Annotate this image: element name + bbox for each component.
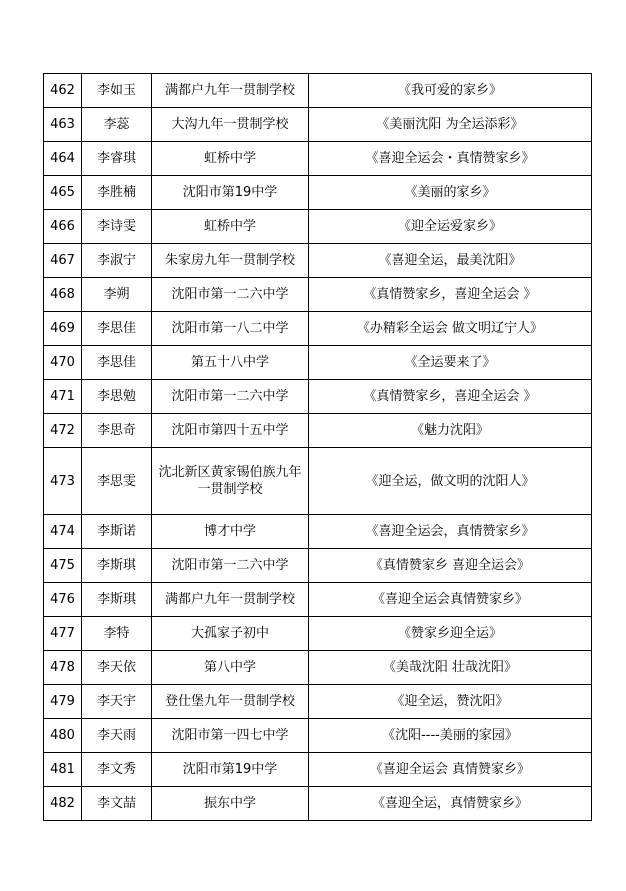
work-title: 《喜迎全运，真情赞家乡》 xyxy=(309,787,592,821)
work-title: 《喜迎全运会・真情赞家乡》 xyxy=(309,142,592,176)
entry-number: 477 xyxy=(44,617,82,651)
entry-number: 471 xyxy=(44,380,82,414)
table-row xyxy=(44,74,592,108)
entry-number: 464 xyxy=(44,142,82,176)
school-name: 满都户九年一贯制学校 xyxy=(152,583,309,617)
work-title: 《喜迎全运会 真情赞家乡》 xyxy=(309,753,592,787)
school-name: 大沟九年一贯制学校 xyxy=(152,108,309,142)
table-row xyxy=(44,210,592,244)
student-name: 李天雨 xyxy=(82,719,152,753)
school-name: 登仕堡九年一贯制学校 xyxy=(152,685,309,719)
school-name: 沈阳市第一四七中学 xyxy=(152,719,309,753)
table-row xyxy=(44,753,592,787)
entry-number: 482 xyxy=(44,787,82,821)
student-name: 李文喆 xyxy=(82,787,152,821)
school-name: 虹桥中学 xyxy=(152,210,309,244)
entry-number: 470 xyxy=(44,346,82,380)
entry-number: 474 xyxy=(44,515,82,549)
entry-number: 480 xyxy=(44,719,82,753)
student-name: 李天宇 xyxy=(82,685,152,719)
school-name: 振东中学 xyxy=(152,787,309,821)
entry-number: 479 xyxy=(44,685,82,719)
work-title: 《迎全运，赞沈阳》 xyxy=(309,685,592,719)
table-row xyxy=(44,414,592,448)
work-title: 《办精彩全运会 做文明辽宁人》 xyxy=(309,312,592,346)
table-row xyxy=(44,244,592,278)
entry-number: 473 xyxy=(44,448,82,515)
student-name: 李蕊 xyxy=(82,108,152,142)
student-name: 李朔 xyxy=(82,278,152,312)
school-name: 沈阳市第四十五中学 xyxy=(152,414,309,448)
work-title: 《美丽沈阳 为全运添彩》 xyxy=(309,108,592,142)
school-name: 满都户九年一贯制学校 xyxy=(152,74,309,108)
work-title: 《我可爱的家乡》 xyxy=(309,74,592,108)
entry-number: 481 xyxy=(44,753,82,787)
school-name: 第五十八中学 xyxy=(152,346,309,380)
work-title: 《喜迎全运会，真情赞家乡》 xyxy=(309,515,592,549)
school-name: 朱家房九年一贯制学校 xyxy=(152,244,309,278)
entry-number: 468 xyxy=(44,278,82,312)
entry-number: 467 xyxy=(44,244,82,278)
student-name: 李斯琪 xyxy=(82,583,152,617)
entry-number: 476 xyxy=(44,583,82,617)
student-name: 李文秀 xyxy=(82,753,152,787)
student-name: 李思勉 xyxy=(82,380,152,414)
entry-number: 466 xyxy=(44,210,82,244)
entry-number: 463 xyxy=(44,108,82,142)
student-name: 李思雯 xyxy=(82,448,152,515)
entry-table xyxy=(43,73,592,821)
table-row xyxy=(44,108,592,142)
entry-number: 465 xyxy=(44,176,82,210)
entry-number: 478 xyxy=(44,651,82,685)
entry-table-body xyxy=(44,74,592,821)
school-name: 沈阳市第19中学 xyxy=(152,176,309,210)
student-name: 李如玉 xyxy=(82,74,152,108)
student-name: 李思佳 xyxy=(82,312,152,346)
student-name: 李斯琪 xyxy=(82,549,152,583)
table-row xyxy=(44,787,592,821)
table-row xyxy=(44,515,592,549)
table-row xyxy=(44,346,592,380)
work-title: 《喜迎全运会真情赞家乡》 xyxy=(309,583,592,617)
work-title: 《真情赞家乡，喜迎全运会 》 xyxy=(309,380,592,414)
table-row xyxy=(44,312,592,346)
school-name: 大孤家子初中 xyxy=(152,617,309,651)
school-name: 虹桥中学 xyxy=(152,142,309,176)
entry-number: 475 xyxy=(44,549,82,583)
work-title: 《全运要来了》 xyxy=(309,346,592,380)
work-title: 《美哉沈阳 壮哉沈阳》 xyxy=(309,651,592,685)
school-name: 沈阳市第一二六中学 xyxy=(152,278,309,312)
school-name: 博才中学 xyxy=(152,515,309,549)
table-row xyxy=(44,651,592,685)
table-row xyxy=(44,176,592,210)
table-row xyxy=(44,549,592,583)
student-name: 李思佳 xyxy=(82,346,152,380)
student-name: 李诗雯 xyxy=(82,210,152,244)
work-title: 《迎全运，做文明的沈阳人》 xyxy=(309,448,592,515)
student-name: 李睿琪 xyxy=(82,142,152,176)
work-title: 《迎全运爱家乡》 xyxy=(309,210,592,244)
table-row xyxy=(44,685,592,719)
entry-number: 462 xyxy=(44,74,82,108)
work-title: 《魅力沈阳》 xyxy=(309,414,592,448)
table-row xyxy=(44,448,592,515)
work-title: 《真情赞家乡，喜迎全运会 》 xyxy=(309,278,592,312)
table-row xyxy=(44,583,592,617)
student-name: 李斯诺 xyxy=(82,515,152,549)
table-row xyxy=(44,380,592,414)
school-name: 沈阳市第一二六中学 xyxy=(152,549,309,583)
school-name: 沈阳市第一八二中学 xyxy=(152,312,309,346)
student-name: 李天依 xyxy=(82,651,152,685)
student-name: 李特 xyxy=(82,617,152,651)
work-title: 《真情赞家乡 喜迎全运会》 xyxy=(309,549,592,583)
work-title: 《美丽的家乡》 xyxy=(309,176,592,210)
school-name: 沈阳市第19中学 xyxy=(152,753,309,787)
work-title: 《赞家乡迎全运》 xyxy=(309,617,592,651)
student-name: 李胜楠 xyxy=(82,176,152,210)
entry-number: 469 xyxy=(44,312,82,346)
work-title: 《沈阳----美丽的家园》 xyxy=(309,719,592,753)
entry-number: 472 xyxy=(44,414,82,448)
table-row xyxy=(44,142,592,176)
student-name: 李思奇 xyxy=(82,414,152,448)
work-title: 《喜迎全运，最美沈阳》 xyxy=(309,244,592,278)
school-name: 沈阳市第一二六中学 xyxy=(152,380,309,414)
table-row xyxy=(44,719,592,753)
school-name: 第八中学 xyxy=(152,651,309,685)
school-name: 沈北新区黄家锡伯族九年一贯制学校 xyxy=(152,448,309,515)
student-name: 李淑宁 xyxy=(82,244,152,278)
table-row xyxy=(44,617,592,651)
table-row xyxy=(44,278,592,312)
